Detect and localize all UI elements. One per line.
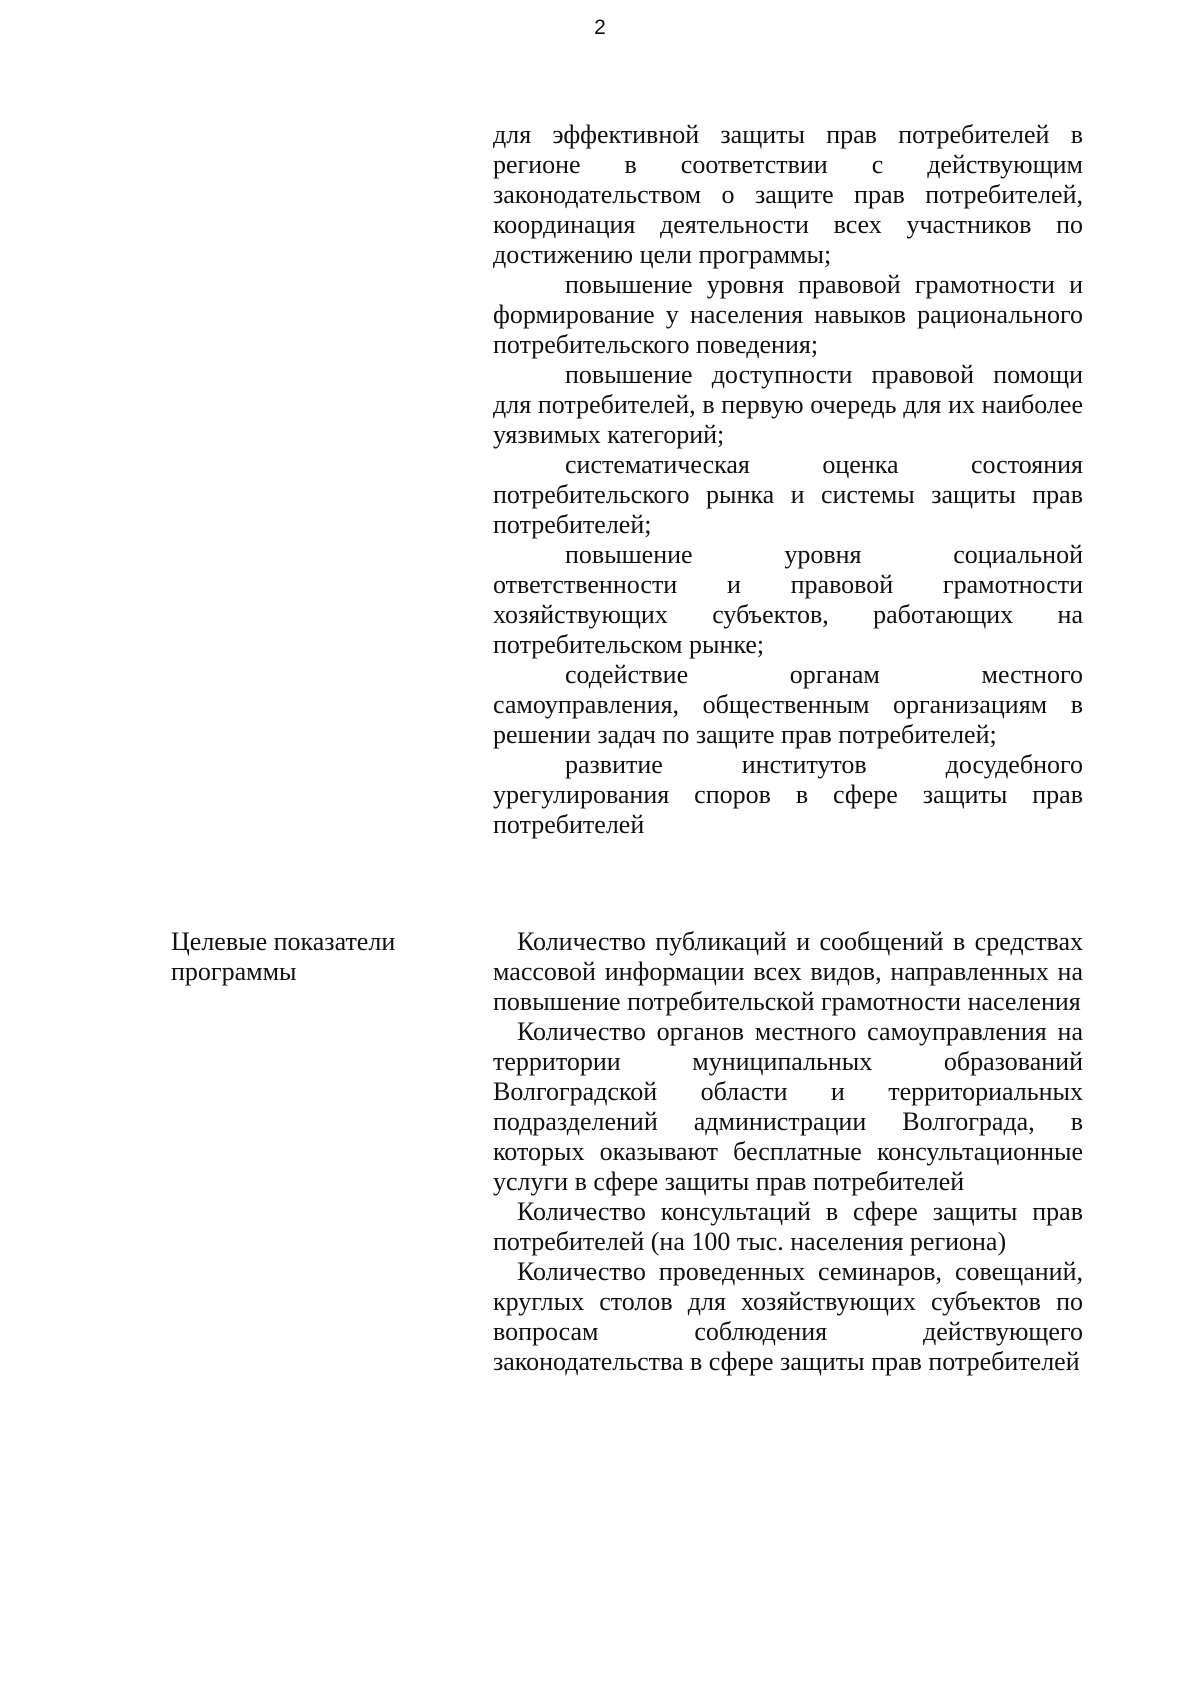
goal-item: повышение уровня правовой грамотности и формирование у населения навыков рационального потребительского поведения; (493, 270, 1083, 359)
target-item: Количество органов местного самоуправления на территории муниципальных образований Волгоградской области и территориальных подразделений администрации Волгограда, в которых оказывают бесплатные консультационные услуги в сфере защиты прав потребителей (493, 1017, 1083, 1196)
target-item: Количество консультаций в сфере защиты прав потребителей (на 100 тыс. населения региона) (493, 1197, 1083, 1256)
goal-item: содействие органам местного самоуправления, общественным организациям в решении задач по защите прав потребителей; (493, 660, 1083, 749)
page-number: 2 (594, 16, 606, 39)
targets-list (493, 927, 1083, 1377)
target-item: Количество публикаций и сообщений в средствах массовой информации всех видов, направленных на повышение потребительской грамотности населения (493, 927, 1083, 1016)
target-item: Количество проведенных семинаров, совещаний, круглых столов для хозяйствующих субъектов по вопросам соблюдения действующего законодательства в сфере защиты прав потребителей (493, 1257, 1083, 1376)
goals-continued-list (493, 120, 1083, 840)
targets-label: Целевые показатели программы (171, 927, 396, 986)
goal-item: развитие институтов досудебного урегулирования споров в сфере защиты прав потребителей (493, 750, 1083, 839)
goal-item: повышение доступности правовой помощи для потребителей, в первую очередь для их наиболее уязвимых категорий; (493, 360, 1083, 449)
goal-item: систематическая оценка состояния потребительского рынка и системы защиты прав потребителей; (493, 450, 1083, 539)
goal-item: повышение уровня социальной ответственности и правовой грамотности хозяйствующих субъектов, работающих на потребительском рынке; (493, 540, 1083, 659)
goal-item: для эффективной защиты прав потребителей в регионе в соответствии с действующим законодательством о защите прав потребителей, координация деятельности всех участников по достижению цели программы; (493, 120, 1083, 269)
